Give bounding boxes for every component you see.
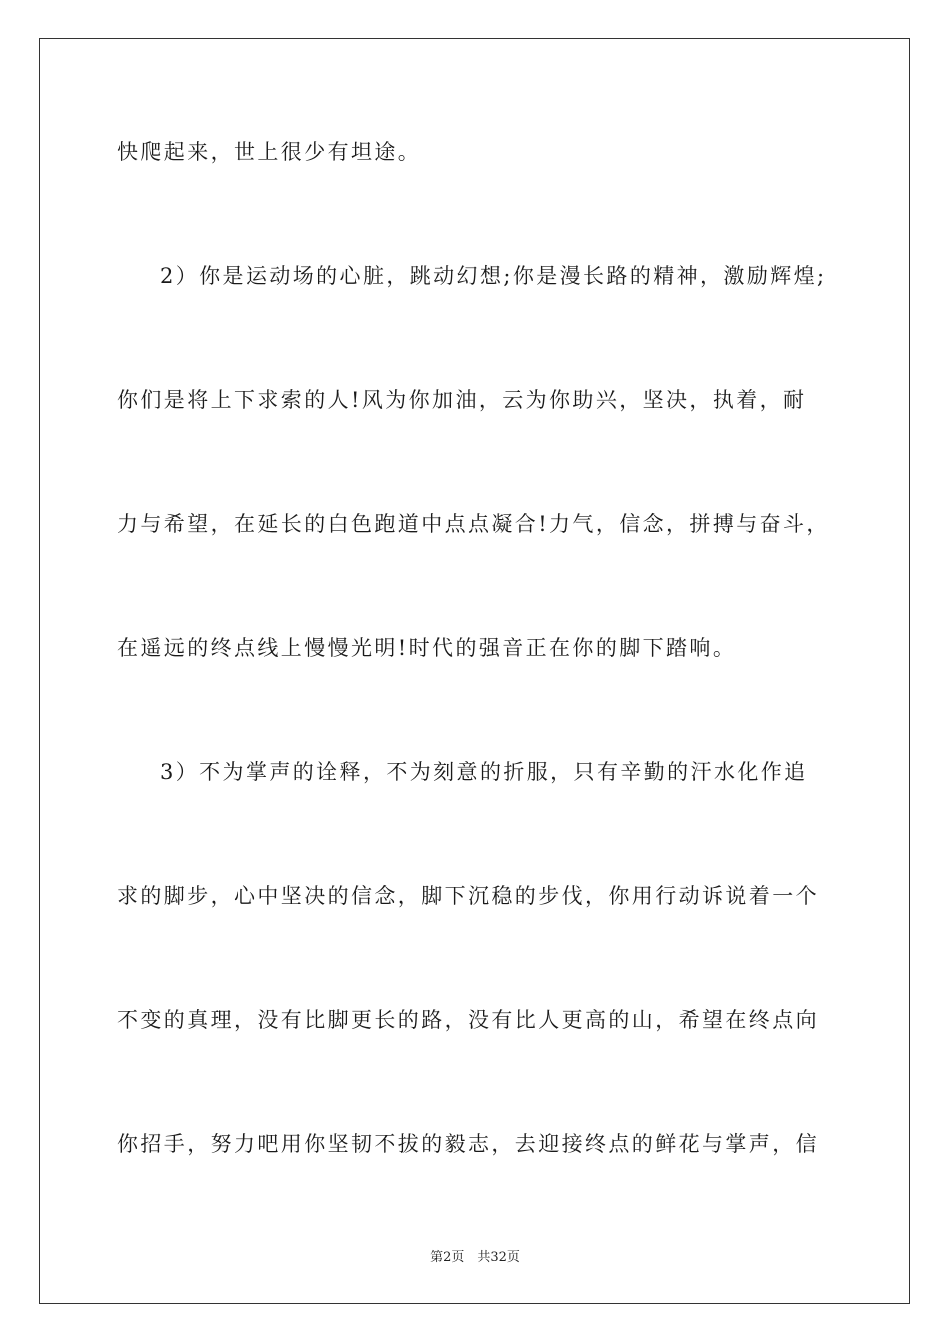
text-line-4: 力与希望，在延长的白色跑道中点点凝合!力气，信念，拼搏与奋斗， [117, 512, 830, 536]
page-number-footer: 第2页 共32页 [430, 1250, 520, 1265]
page-frame [39, 38, 910, 1304]
text-line-3: 你们是将上下求索的人!风为你加油，云为你助兴，坚决，执着，耐 [117, 388, 807, 412]
text-line-8: 不变的真理，没有比脚更长的路，没有比人更高的山，希望在终点向 [117, 1008, 819, 1032]
text-line-7: 求的脚步，心中坚决的信念，脚下沉稳的步伐，你用行动诉说着一个 [117, 884, 819, 908]
text-line-9: 你招手，努力吧用你坚韧不拔的毅志，去迎接终点的鲜花与掌声，信 [117, 1132, 819, 1156]
text-line-5: 在遥远的终点线上慢慢光明!时代的强音正在你的脚下踏响。 [117, 636, 737, 660]
text-line-2: 2）你是运动场的心脏，跳动幻想;你是漫长路的精神，激励辉煌; [160, 264, 827, 288]
text-line-6: 3）不为掌声的诠释，不为刻意的折服，只有辛勤的汗水化作追 [160, 760, 808, 784]
text-line-1: 快爬起来，世上很少有坦途。 [117, 140, 422, 164]
